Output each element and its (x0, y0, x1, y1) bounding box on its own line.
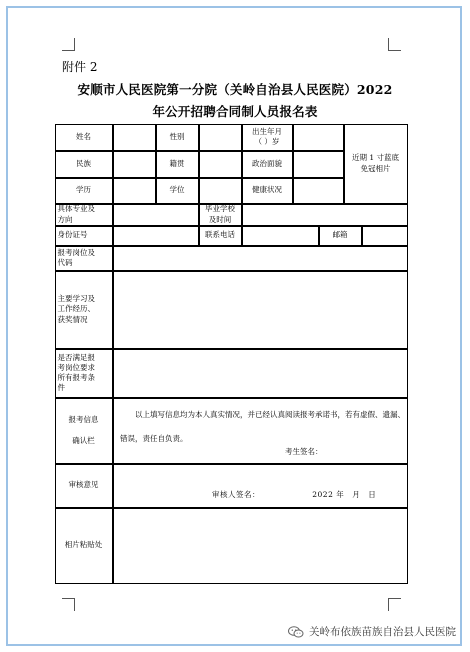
photo-paste-area[interactable] (113, 508, 408, 584)
label-political-status: 政治面貌 (242, 151, 293, 178)
label-phone: 联系电话 (199, 226, 242, 246)
label-gender: 性别 (156, 124, 199, 151)
value-grad-school[interactable] (242, 204, 408, 226)
review-box (113, 464, 408, 508)
review-signature: 审核人签名： 2022 年 月 日 (212, 490, 377, 499)
value-name[interactable] (113, 124, 156, 151)
value-id-number[interactable] (113, 226, 199, 246)
label-review: 审核意见 (55, 464, 113, 508)
label-photo-paste: 相片粘贴处 (55, 508, 113, 584)
crop-mark-bottom-left (62, 598, 75, 611)
label-declaration: 报考信息 确认栏 (55, 398, 113, 464)
value-native-place[interactable] (199, 151, 242, 178)
attachment-label: 附件 2 (62, 60, 98, 74)
value-education[interactable] (113, 178, 156, 204)
crop-mark-top-left (62, 38, 75, 51)
value-email[interactable] (362, 226, 408, 246)
value-health[interactable] (293, 178, 344, 204)
label-major: 具体专业及 方向 (55, 204, 113, 226)
value-political-status[interactable] (293, 151, 344, 178)
value-qualified[interactable] (113, 349, 408, 398)
label-qualified: 是否满足报 考岗位要求 所有报考条 件 (55, 349, 113, 398)
label-position: 报考岗位及 代码 (55, 246, 113, 271)
label-degree: 学位 (156, 178, 199, 204)
value-degree[interactable] (199, 178, 242, 204)
label-grad-school: 毕业学校 及时间 (199, 204, 242, 226)
label-education: 学历 (55, 178, 113, 204)
watermark-text: 关岭布依族苗族自治县人民医院 (309, 626, 456, 638)
declaration-signature: 考生签名： (285, 447, 323, 456)
value-phone[interactable] (242, 226, 319, 246)
crop-mark-top-right (388, 38, 401, 51)
declaration-text: 以上填写信息均为本人真实情况，并已经认真阅读报考承诺书，若有虚假、遗漏、错误，责任自负责。 (120, 410, 405, 443)
watermark (288, 624, 456, 639)
value-ethnicity[interactable] (113, 151, 156, 178)
crop-mark-bottom-right (388, 598, 401, 611)
label-experience: 主要学习及 工作经历、 获奖情况 (55, 271, 113, 349)
value-major[interactable] (113, 204, 199, 226)
label-birth: 出生年月 （ ）岁 (242, 124, 293, 151)
value-gender[interactable] (199, 124, 242, 151)
label-native-place: 籍贯 (156, 151, 199, 178)
wechat-icon (288, 626, 304, 638)
label-name: 姓名 (55, 124, 113, 151)
form-title-line2: 年公开招聘合同制人员报名表 (152, 104, 318, 119)
label-id-number: 身份证号 (55, 226, 113, 246)
value-experience[interactable] (113, 271, 408, 349)
value-birth[interactable] (293, 124, 344, 151)
form-title-line1: 安顺市人民医院第一分院（关岭自治县人民医院）2022 (77, 82, 393, 97)
label-photo: 近期 1 寸蓝底 免冠相片 (344, 124, 408, 204)
label-health: 健康状况 (242, 178, 293, 204)
label-ethnicity: 民族 (55, 151, 113, 178)
value-position[interactable] (113, 246, 408, 271)
label-email: 邮箱 (319, 226, 362, 246)
